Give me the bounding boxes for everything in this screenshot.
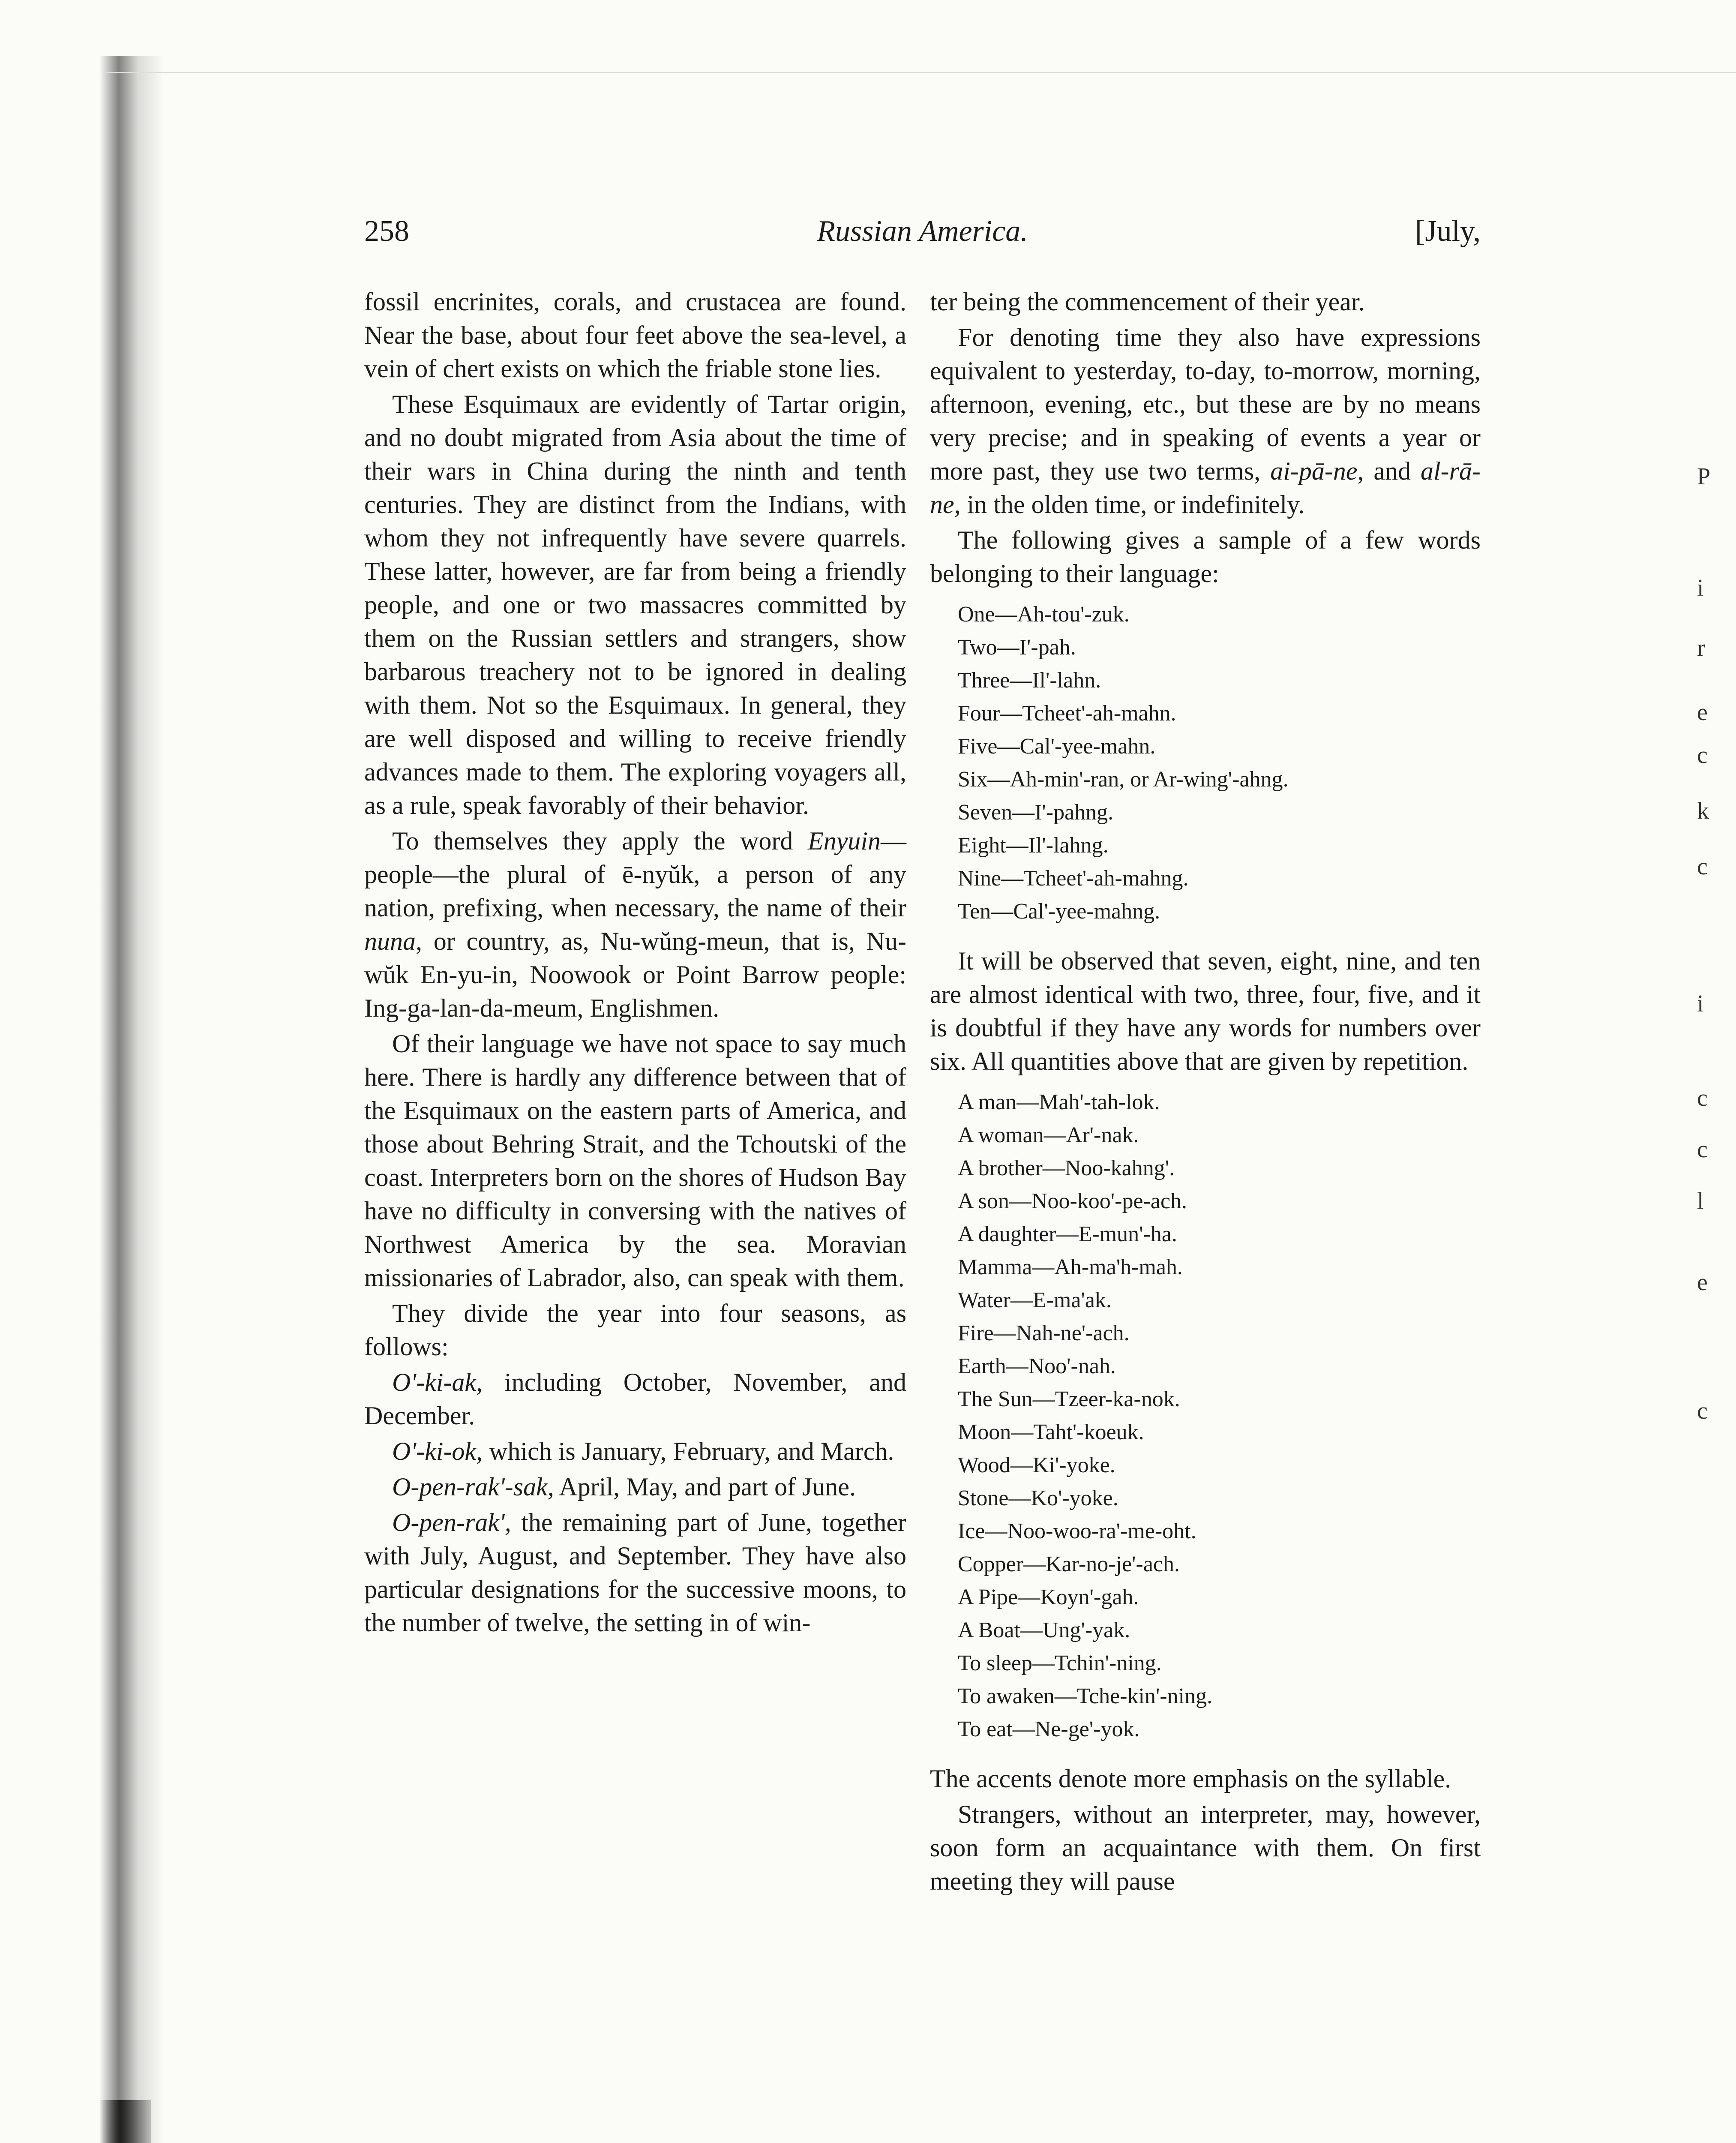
word-entry: Five—Cal'-yee-mahn. [958,734,1156,759]
page-number: 258 [364,215,409,248]
book-binding-shadow-bottom [99,2100,151,2143]
margin-letter: c [1697,742,1708,768]
margin-letter: c [1697,1136,1708,1163]
margin-letter: k [1697,798,1709,824]
word-entry: A Boat—Ung'-yak. [958,1618,1130,1642]
season-entry [364,1506,906,1639]
season-description: including October, November, and December. [364,1368,906,1430]
word-entry: The Sun—Tzeer-ka-nok. [958,1387,1180,1411]
scan-edge-top [103,72,1736,73]
word-entry: A brother—Noo-kahng'. [958,1156,1175,1180]
word-entry: Copper—Kar-no-je'-ach. [958,1552,1180,1576]
season-name: O-pen-rak'-sak, [392,1473,554,1501]
season-description: April, May, and part of June. [554,1473,856,1501]
paragraph: These Esquimaux are evidently of Tartar origin, and no doubt migrated from Asia about the time of their wars in China during the ninth and tenth centuries. They are distinct from the Indians, with whom they not infrequently have severe quarrels. These latter, however, are far from being a friendly people, and one or two massacres committed by them on the Russian settlers and strangers, show barbarous treachery not to be ignored in dealing with them. Not so the Esquimaux. In general, they are well disposed and willing to receive friendly advances made to them. The exploring voyagers all, as a rule, speak favorably of their behavior. [364,390,906,819]
season-name: O-pen-rak', [392,1508,511,1537]
word-entry: A woman—Ar'-nak. [958,1123,1139,1147]
season-entry [364,1470,906,1504]
word-entry: Water—E-ma'ak. [958,1288,1112,1312]
margin-letter: l [1697,1188,1704,1214]
margin-letter: P [1697,463,1711,490]
word-entry: Four—Tcheet'-ah-mahn. [958,701,1176,726]
vocabulary-word-list [958,1086,1481,1746]
margin-letter: c [1697,853,1708,880]
italic-term: al-rā-ne [930,457,1481,519]
right-end-paragraphs [930,1762,1481,1898]
paragraph: It will be observed that seven, eight, nine, and ten are almost identical with two, three, four, five, and it is doubtful if they have any words for numbers over six. All quantities above that are given by repetition. [930,947,1481,1075]
word-entry: Ten—Cal'-yee-mahng. [958,899,1160,924]
paragraph: The accents denote more emphasis on the syllable. [930,1765,1451,1793]
running-title: Russian America. [817,215,1028,248]
season-name: O'-ki-ak, [392,1368,483,1396]
word-entry: Moon—Taht'-koeuk. [958,1420,1144,1444]
margin-letter: c [1697,1398,1708,1424]
word-entry: A son—Noo-koo'-pe-ach. [958,1189,1187,1213]
word-entry: Two—I'-pah. [958,635,1076,660]
paragraph: Strangers, without an interpreter, may, however, soon form an acquaintance with them. On first meeting they will pause [930,1800,1481,1895]
word-entry: Six—Ah-min'-ran, or Ar-wing'-ahng. [958,767,1289,792]
book-binding-shadow [99,56,164,2143]
header-month: [July, [1415,215,1481,248]
season-entry [364,1435,906,1468]
left-paragraphs [364,285,906,1363]
season-name: O'-ki-ok, [392,1437,483,1465]
word-entry: Seven—I'-pahng. [958,800,1114,825]
word-entry: A daughter—E-mun'-ha. [958,1222,1177,1246]
right-intro-paragraphs [930,285,1481,590]
word-entry: Mamma—Ah-ma'h-mah. [958,1255,1183,1279]
word-entry: A Pipe—Koyn'-gah. [958,1585,1139,1609]
word-entry: A man—Mah'-tah-lok. [958,1090,1160,1114]
italic-term: ai-pā-ne [1270,457,1358,485]
word-entry: One—Ah-tou'-zuk. [958,602,1130,627]
word-entry: Wood—Ki'-yoke. [958,1453,1115,1477]
word-entry: To sleep—Tchin'-ning. [958,1651,1162,1675]
margin-letter: e [1697,1269,1708,1296]
margin-letter: r [1697,635,1705,661]
word-entry: Nine—Tcheet'-ah-mahng. [958,866,1189,891]
word-entry: Stone—Ko'-yoke. [958,1486,1118,1510]
word-entry: To awaken—Tche-kin'-ning. [958,1684,1213,1708]
season-description: which is January, February, and March. [483,1437,894,1465]
margin-letter: i [1697,575,1704,601]
margin-letter: c [1697,1085,1708,1111]
margin-letter: i [1697,990,1704,1017]
page-header [364,214,1481,261]
italic-term: Enyuin [808,827,881,855]
season-list [364,1366,906,1639]
word-entry: Three—Il'-lahn. [958,668,1101,693]
facing-page-margin-letters [1697,279,1731,2143]
paragraph: Of their language we have not space to say much here. There is hardly any difference between that of the Esquimaux on the eastern parts of America, and those about Behring Strait, and the Tchoutski of the coast. Interpreters born on the shores of Hudson Bay have no difficulty in conversing with the natives of Northwest America by the sea. Moravian missionaries of Labrador, also, can speak with them. [364,1029,906,1292]
paragraph: The following gives a sample of a few words belonging to their language: [930,526,1481,588]
paragraph: To themselves they apply the word Enyuin—people—the plural of ē-nyŭk, a person of any nation, prefixing, when necessary, the name of their nuna, or country, as, Nu-wŭng-meun, that is, Nu-wŭk En-yu-in, Noowook or Point Barrow people: Ing-ga-lan-da-meum, Englishmen. [364,827,906,1022]
italic-term: nuna [364,927,416,955]
left-column [364,285,906,1642]
numbers-word-list [958,598,1481,928]
right-column [930,285,1481,1900]
word-entry: Fire—Nah-ne'-ach. [958,1321,1130,1345]
paragraph: fossil encrinites, corals, and crustacea are found. Near the base, about four feet above the sea-level, a vein of chert exists on which the friable stone lies. [364,288,906,383]
season-entry [364,1366,906,1432]
paragraph: They divide the year into four seasons, as follows: [364,1299,906,1361]
word-entry: Earth—Noo'-nah. [958,1354,1116,1378]
word-entry: Ice—Noo-woo-ra'-me-oht. [958,1519,1196,1543]
margin-letter: e [1697,699,1708,726]
word-entry: Eight—Il'-lahng. [958,833,1109,858]
paragraph: For denoting time they also have expressions equivalent to yesterday, to-day, to-morrow, morning, afternoon, evening, etc., but these are by no means very precise; and in speaking of events a year or more past, they use two terms, ai-pā-ne, and al-rā-ne, in the olden time, or indefinitely. [930,323,1481,519]
season-description: the remaining part of June, together with July, August, and September. They have also particular designations for the successive moons, to the number of twelve, the setting in of win- [364,1508,906,1637]
paragraph: ter being the commencement of their year. [930,288,1365,316]
word-entry: To eat—Ne-ge'-yok. [958,1717,1140,1741]
